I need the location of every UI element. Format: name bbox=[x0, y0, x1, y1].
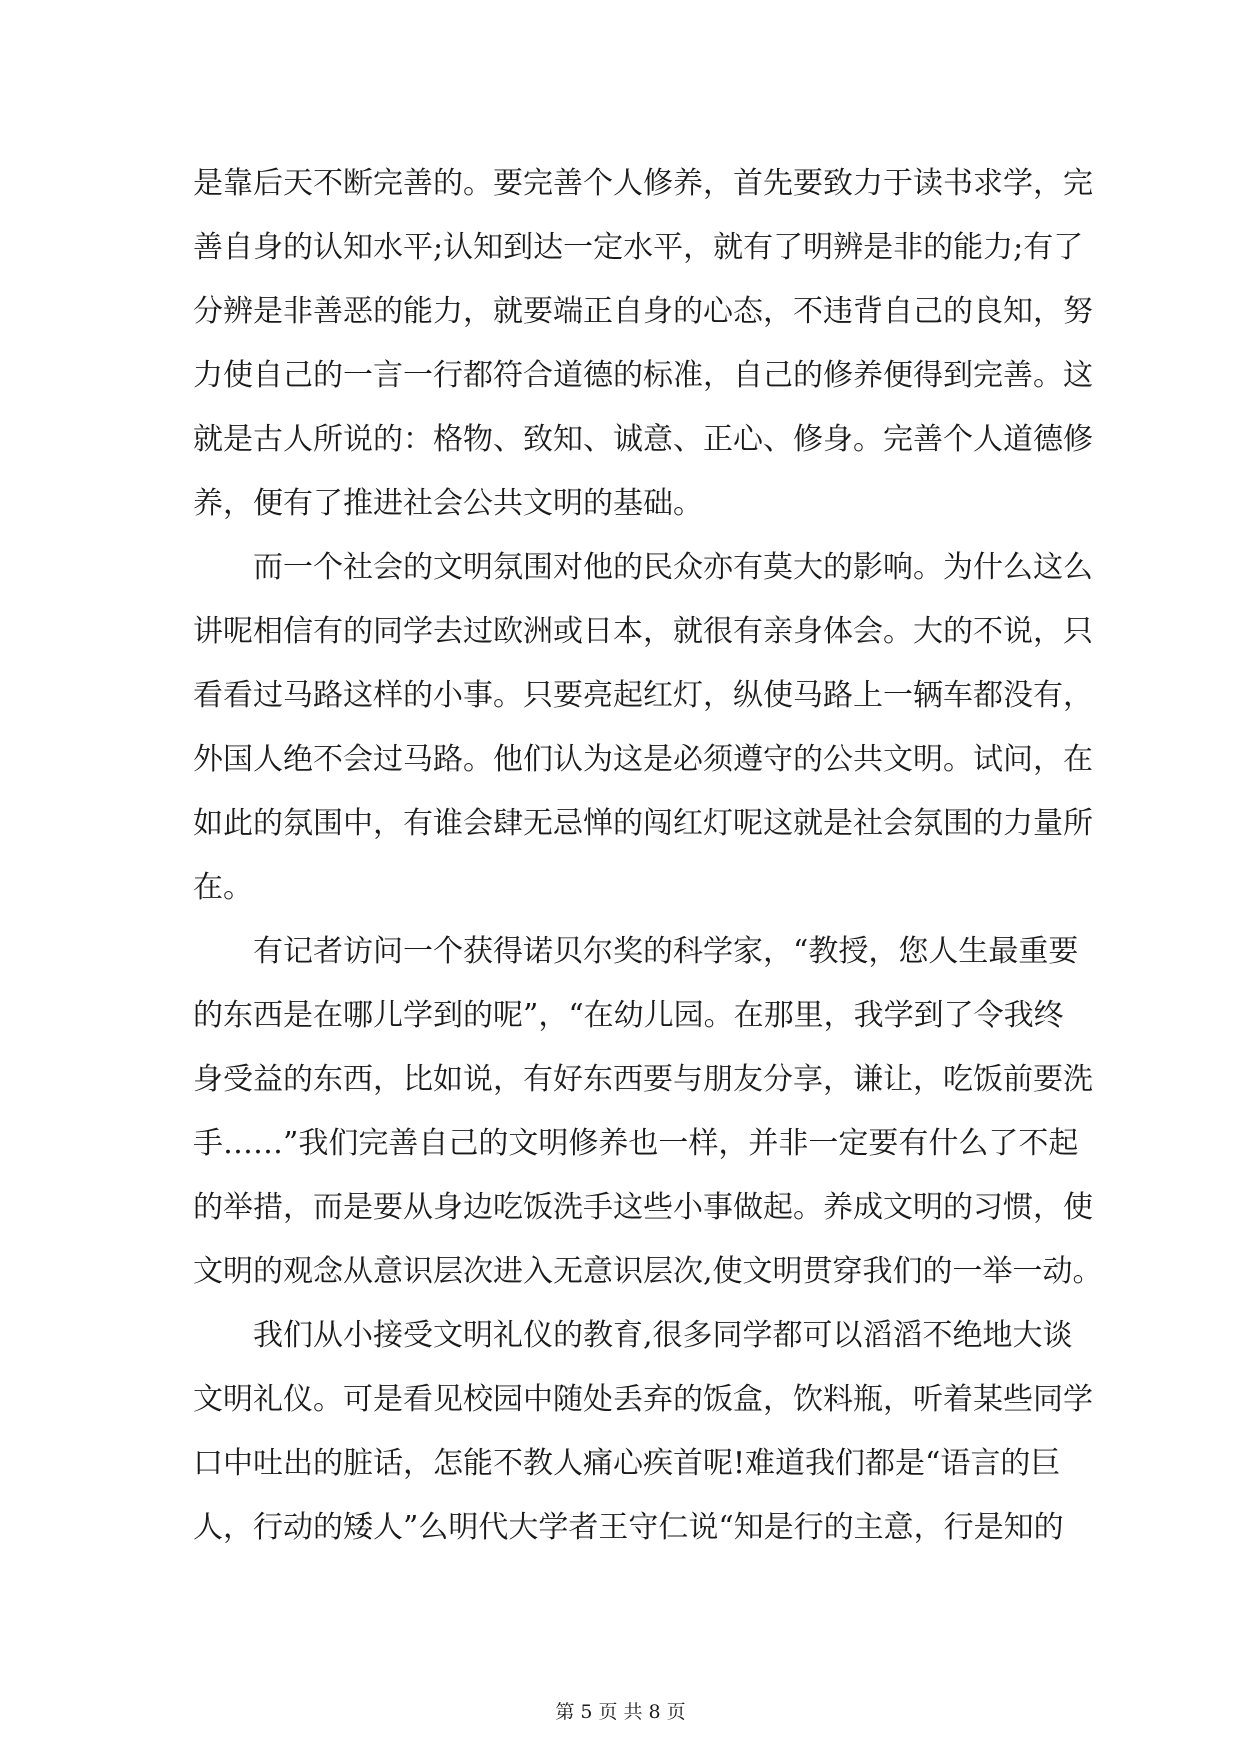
text-line: 养，便有了推进社会公共文明的基础。 bbox=[193, 486, 703, 521]
text-line: 外国人绝不会过马路。他们认为这是必须遵守的公共文明。试问，在 bbox=[193, 742, 1093, 777]
paragraph bbox=[193, 920, 1103, 1304]
paragraph bbox=[193, 536, 1093, 920]
text-line: 有记者访问一个获得诺贝尔奖的科学家，“教授，您人生最重要 bbox=[253, 934, 1079, 969]
text-line: 人，行动的矮人”么明代大学者王守仁说“知是行的主意，行是知的 bbox=[193, 1510, 1064, 1545]
text-line: 就是古人所说的：格物、致知、诚意、正心、修身。完善个人道德修 bbox=[193, 422, 1093, 457]
text-line: 我们从小接受文明礼仪的教育,很多同学都可以滔滔不绝地大谈 bbox=[253, 1318, 1073, 1353]
text-line: 力使自己的一言一行都符合道德的标准，自己的修养便得到完善。这 bbox=[193, 358, 1093, 393]
text-line: 善自身的认知水平;认知到达一定水平，就有了明辨是非的能力;有了 bbox=[193, 230, 1084, 265]
paragraph bbox=[193, 1304, 1093, 1560]
text-line: 而一个社会的文明氛围对他的民众亦有莫大的影响。为什么这么 bbox=[253, 550, 1093, 585]
text-line: 文明的观念从意识层次进入无意识层次,使文明贯穿我们的一举一动。 bbox=[193, 1254, 1103, 1289]
text-line: 看看过马路这样的小事。只要亮起红灯，纵使马路上一辆车都没有， bbox=[193, 678, 1093, 713]
text-line: 口中吐出的脏话，怎能不教人痛心疾首呢!难道我们都是“语言的巨 bbox=[193, 1446, 1061, 1481]
text-line: 讲呢相信有的同学去过欧洲或日本，就很有亲身体会。大的不说，只 bbox=[193, 614, 1093, 649]
text-line: 如此的氛围中，有谁会肆无忌惮的闯红灯呢这就是社会氛围的力量所 bbox=[193, 806, 1093, 841]
text-line: 身受益的东西，比如说，有好东西要与朋友分享，谦让，吃饭前要洗 bbox=[193, 1062, 1093, 1097]
text-line: 在。 bbox=[193, 870, 253, 905]
document-body bbox=[193, 152, 1103, 1560]
paragraph bbox=[193, 152, 1093, 536]
text-line: 分辨是非善恶的能力，就要端正自身的心态，不违背自己的良知，努 bbox=[193, 294, 1093, 329]
page-footer: 第 5 页 共 8 页 bbox=[555, 1701, 686, 1723]
text-line: 的举措，而是要从身边吃饭洗手这些小事做起。养成文明的习惯，使 bbox=[193, 1190, 1093, 1225]
text-line: 的东西是在哪儿学到的呢”，“在幼儿园。在那里，我学到了令我终 bbox=[193, 998, 1064, 1033]
text-line: 是靠后天不断完善的。要完善个人修养，首先要致力于读书求学，完 bbox=[193, 166, 1093, 201]
text-line: 手……”我们完善自己的文明修养也一样，并非一定要有什么了不起 bbox=[193, 1126, 1079, 1161]
text-line: 文明礼仪。可是看见校园中随处丢弃的饭盒，饮料瓶，听着某些同学 bbox=[193, 1382, 1093, 1417]
